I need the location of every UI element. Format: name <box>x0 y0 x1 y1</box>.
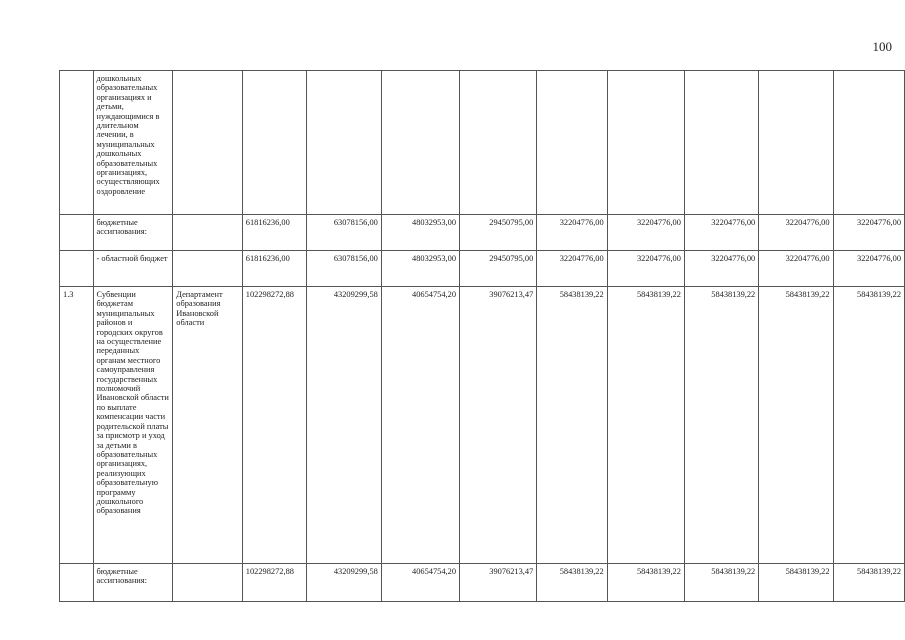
value-cell <box>607 71 684 215</box>
value-cell: 61816236,00 <box>242 251 306 287</box>
value-cell: 58438139,22 <box>833 287 904 564</box>
value-cell <box>306 71 381 215</box>
row-name-cell: дошкольных образовательных организациях и детьми, нуждающимися в длительном лечении, в муниципальных дошкольных образовательных организациях, осуществляющих оздоровление <box>93 71 173 215</box>
value-cell: 63078156,00 <box>306 215 381 251</box>
value-cell: 58438139,22 <box>759 564 833 602</box>
value-cell: 58438139,22 <box>833 564 904 602</box>
value-cell: 48032953,00 <box>381 215 459 251</box>
row-name-cell: бюджетные ассигнования: <box>93 215 173 251</box>
value-cell: 39076213,47 <box>460 564 537 602</box>
table-row <box>60 215 905 251</box>
value-cell: 39076213,47 <box>460 287 537 564</box>
value-cell <box>537 71 607 215</box>
value-cell: 43209299,58 <box>306 287 381 564</box>
row-number-cell <box>60 71 94 215</box>
page-number: 100 <box>872 39 892 54</box>
value-cell <box>242 71 306 215</box>
value-cell: 32204776,00 <box>759 251 833 287</box>
row-name-cell: - областной бюджет <box>93 251 173 287</box>
value-cell: 58438139,22 <box>759 287 833 564</box>
value-cell: 43209299,58 <box>306 564 381 602</box>
value-cell <box>460 71 537 215</box>
row-number-cell <box>60 215 94 251</box>
row-number-cell <box>60 251 94 287</box>
row-number-cell: 1.3 <box>60 287 94 564</box>
value-cell <box>833 71 904 215</box>
table-row <box>60 71 905 215</box>
value-cell: 48032953,00 <box>381 251 459 287</box>
row-executor-cell <box>173 215 243 251</box>
value-cell <box>381 71 459 215</box>
value-cell: 32204776,00 <box>607 251 684 287</box>
table-row <box>60 251 905 287</box>
budget-table <box>59 70 905 602</box>
value-cell: 32204776,00 <box>759 215 833 251</box>
table-row <box>60 564 905 602</box>
row-executor-cell <box>173 251 243 287</box>
value-cell: 58438139,22 <box>684 287 758 564</box>
row-name-cell: Субвенции бюджетам муниципальных районов и городских округов на осуществление переданных органам местного самоуправления государственных полномочий Ивановской области по выплате компенсации части родительской платы за присмотр и уход за детьми в образовательных организациях, реализующих образовательную программу дошкольного образования <box>93 287 173 564</box>
value-cell: 61816236,00 <box>242 215 306 251</box>
value-cell: 40654754,20 <box>381 287 459 564</box>
row-executor-cell <box>173 564 243 602</box>
row-name-cell: бюджетные ассигнования: <box>93 564 173 602</box>
value-cell: 63078156,00 <box>306 251 381 287</box>
value-cell: 32204776,00 <box>607 215 684 251</box>
value-cell: 58438139,22 <box>537 287 607 564</box>
value-cell: 58438139,22 <box>607 564 684 602</box>
value-cell: 32204776,00 <box>833 251 904 287</box>
value-cell: 102298272,88 <box>242 287 306 564</box>
value-cell <box>759 71 833 215</box>
value-cell: 58438139,22 <box>684 564 758 602</box>
value-cell: 40654754,20 <box>381 564 459 602</box>
value-cell: 29450795,00 <box>460 215 537 251</box>
value-cell: 32204776,00 <box>684 251 758 287</box>
value-cell: 32204776,00 <box>537 251 607 287</box>
row-executor-cell <box>173 71 243 215</box>
value-cell: 32204776,00 <box>537 215 607 251</box>
value-cell: 58438139,22 <box>607 287 684 564</box>
row-number-cell <box>60 564 94 602</box>
value-cell: 58438139,22 <box>537 564 607 602</box>
value-cell: 102298272,88 <box>242 564 306 602</box>
value-cell: 32204776,00 <box>833 215 904 251</box>
value-cell: 29450795,00 <box>460 251 537 287</box>
value-cell <box>684 71 758 215</box>
value-cell: 32204776,00 <box>684 215 758 251</box>
row-executor-cell: Департамент образования Ивановской области <box>173 287 243 564</box>
table-row <box>60 287 905 564</box>
